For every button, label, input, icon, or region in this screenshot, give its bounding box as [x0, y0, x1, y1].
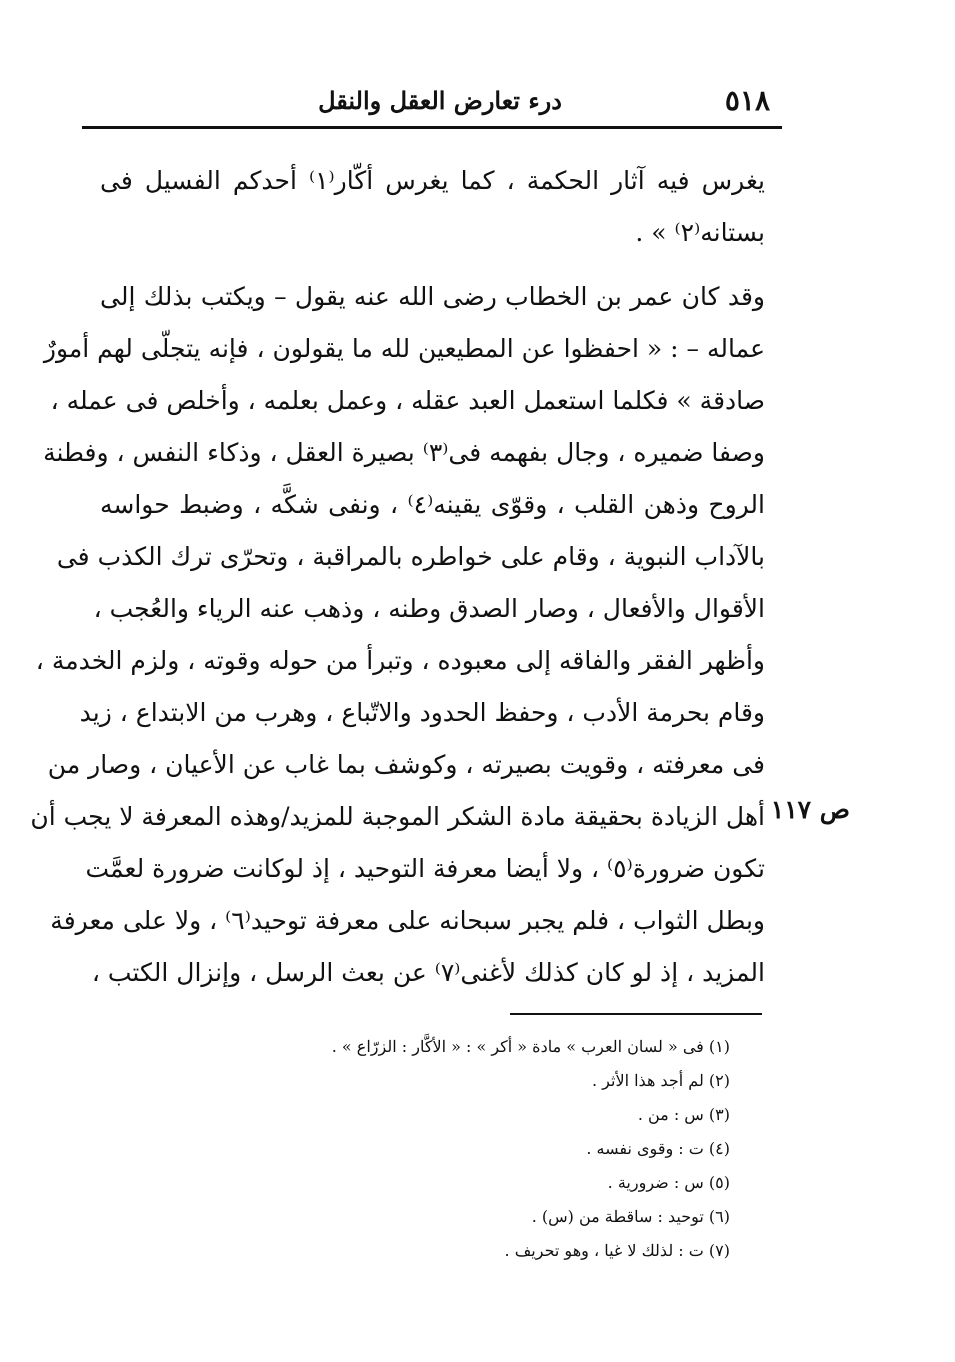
- footnote: (٧) ت : لذلك لا غيا ، وهو تحريف .: [504, 1241, 730, 1260]
- page-header: [100, 80, 790, 126]
- running-title: درء تعارض العقل والنقل: [318, 86, 562, 115]
- footnote: (٣) س : من .: [637, 1105, 730, 1124]
- text-line: فى معرفته ، وقويت بصيرته ، وكوشف بما غاب عن الأعيان ، وصار من: [47, 750, 765, 779]
- footnote: (٤) ت : وقوى نفسه .: [586, 1139, 730, 1158]
- text-line: الأقوال والأفعال ، وصار الصدق وطنه ، وذهب عنه الرياء والعُجب ،: [93, 594, 765, 623]
- page-number: ٥١٨: [724, 84, 770, 117]
- text-line: يغرس فيه آثار الحكمة ، كما يغرس أكّار⁽١⁾ أحدكم الفسيل فى: [100, 166, 765, 195]
- header-divider: [82, 126, 782, 129]
- footnote: (٥) س : ضرورية .: [607, 1173, 730, 1192]
- margin-page-reference: ص ١١٧: [770, 795, 850, 824]
- text-line: وقد كان عمر بن الخطاب رضى الله عنه يقول – ويكتب بذلك إلى: [100, 282, 765, 311]
- footnotes: [300, 1030, 730, 1268]
- text-line: أهل الزيادة بحقيقة مادة الشكر الموجبة للمزيد/وهذه المعرفة لا يجب أن: [30, 802, 765, 831]
- text-line: الروح وذهن القلب ، وقوّى يقينه⁽٤⁾ ، ونفى شكَّه ، وضبط حواسه: [100, 490, 765, 519]
- text-line: وأظهر الفقر والفاقه إلى معبوده ، وتبرأ من حوله وقوته ، ولزم الخدمة ،: [35, 646, 765, 675]
- text-line: عماله – : « احفظوا عن المطيعين لله ما يقولون ، فإنه يتجلّى لهم أمورٌ: [43, 334, 765, 363]
- text-line: وصفا ضميره ، وجال بفهمه فى⁽٣⁾ بصيرة العقل ، وذكاء النفس ، وفطنة: [43, 438, 765, 467]
- text-line: صادقة » فكلما استعمل العبد عقله ، وعمل بعلمه ، وأخلص فى عمله ،: [50, 386, 765, 415]
- text-line: المزيد ، إذ لو كان كذلك لأغنى⁽٧⁾ عن بعث الرسل ، وإنزال الكتب ،: [91, 958, 765, 987]
- footnote-divider: [510, 1013, 762, 1015]
- text-line: وبطل الثواب ، فلم يجبر سبحانه على معرفة توحيد⁽٦⁾ ، ولا على معرفة: [50, 906, 765, 935]
- paragraph-gap: [100, 259, 765, 271]
- footnote: (٦) توحيد : ساقطة من (س) .: [531, 1207, 730, 1226]
- main-text: [30, 155, 765, 999]
- text-line: وقام بحرمة الأدب ، وحفظ الحدود والاتّباع ، وهرب من الابتداع ، زيد: [79, 698, 765, 727]
- text-line: بستانه⁽٢⁾ » .: [635, 218, 765, 247]
- footnote: (٢) لم أجد هذا الأثر .: [592, 1071, 730, 1090]
- text-line: بالآداب النبوية ، وقام على خواطره بالمراقبة ، وتحرّى ترك الكذب فى: [56, 542, 765, 571]
- text-line: تكون ضرورة⁽٥⁾ ، ولا أيضا معرفة التوحيد ، إذ لوكانت ضرورة لعمَّت: [85, 854, 765, 883]
- footnote: (١) فى « لسان العرب » مادة « أكر » : « الأكَّار : الزرّاع » .: [331, 1037, 730, 1056]
